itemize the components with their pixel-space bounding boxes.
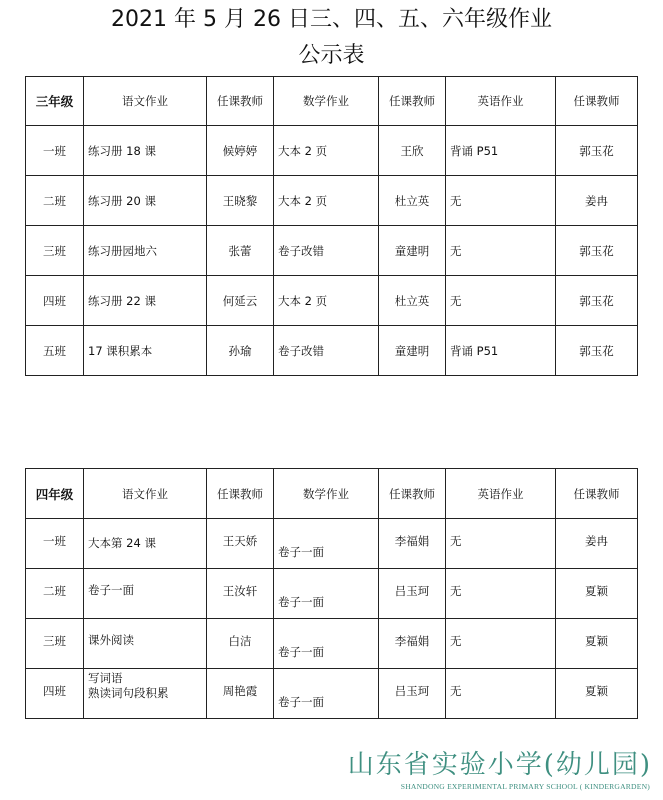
table-header-row [26,77,638,126]
chinese-homework-line2: 熟读词句段积累 [88,686,169,700]
english-teacher: 姜冉 [556,519,638,569]
school-logo-english: SHANDONG EXPERIMENTAL PRIMARY SCHOOL ( KINDERGARDEN) [400,782,650,791]
column-header-teacher: 任课教师 [379,77,446,126]
chinese-homework [84,619,207,669]
column-header-teacher: 任课教师 [207,469,274,519]
school-logo-chinese: 山东省实验小学(幼儿园) [347,750,652,780]
math-teacher: 杜立英 [379,176,446,226]
chinese-homework: 练习册 18 课 [84,126,207,176]
chinese-homework [84,669,207,719]
class-name: 四班 [26,276,84,326]
math-homework: 卷子改错 [274,226,379,276]
math-teacher: 杜立英 [379,276,446,326]
table-row [26,619,638,669]
chinese-teacher: 王晓黎 [207,176,274,226]
page-subtitle: 公示表 [298,43,365,68]
chinese-homework: 练习册 22 课 [84,276,207,326]
table-row [26,226,638,276]
chinese-teacher: 王汝轩 [207,569,274,619]
column-header-chinese-homework: 语文作业 [84,469,207,519]
table-row [26,519,638,569]
column-header-teacher: 任课教师 [207,77,274,126]
english-homework: 背诵 P51 [446,126,556,176]
english-teacher: 郭玉花 [556,126,638,176]
class-name: 五班 [26,326,84,376]
chinese-homework: 17 课积累本 [84,326,207,376]
chinese-teacher: 何延云 [207,276,274,326]
grade-label: 三年级 [26,77,84,126]
chinese-teacher: 白洁 [207,619,274,669]
english-homework: 背诵 P51 [446,326,556,376]
column-header-chinese-homework: 语文作业 [84,77,207,126]
math-homework: 卷子改错 [274,326,379,376]
chinese-homework-line1: 写词语 [88,671,123,685]
english-homework: 无 [446,176,556,226]
chinese-teacher: 候婷婷 [207,126,274,176]
table-row [26,276,638,326]
math-teacher: 童建明 [379,226,446,276]
chinese-teacher: 周艳霞 [207,669,274,719]
english-teacher: 夏颖 [556,619,638,669]
column-header-english-homework: 英语作业 [446,77,556,126]
grade3-homework-table [25,76,638,376]
chinese-homework-line1: 卷子一面 [88,583,134,597]
class-name: 二班 [26,176,84,226]
class-name: 四班 [26,669,84,719]
chinese-homework-line1: 课外阅读 [88,633,134,647]
table-row [26,569,638,619]
class-name: 三班 [26,619,84,669]
math-teacher: 李福娟 [379,519,446,569]
column-header-math-homework: 数学作业 [274,77,379,126]
table-header-row [26,469,638,519]
chinese-teacher: 孙瑜 [207,326,274,376]
english-homework: 无 [446,226,556,276]
math-homework: 大本 2 页 [274,176,379,226]
math-homework: 卷子一面 [274,619,379,669]
math-homework: 卷子一面 [274,519,379,569]
column-header-teacher: 任课教师 [379,469,446,519]
chinese-homework: 练习册 20 课 [84,176,207,226]
english-teacher: 郭玉花 [556,326,638,376]
math-homework: 大本 2 页 [274,276,379,326]
grade4-homework-table [25,468,638,719]
table-row [26,126,638,176]
english-homework: 无 [446,276,556,326]
chinese-homework-line1: 大本第 24 课 [88,536,156,550]
english-homework: 无 [446,519,556,569]
grade-label: 四年级 [26,469,84,519]
table-row [26,176,638,226]
chinese-homework [84,569,207,619]
chinese-teacher: 张蕾 [207,226,274,276]
english-teacher: 郭玉花 [556,226,638,276]
math-homework: 卷子一面 [274,669,379,719]
english-homework: 无 [446,669,556,719]
english-teacher: 郭玉花 [556,276,638,326]
math-teacher: 童建明 [379,326,446,376]
class-name: 一班 [26,519,84,569]
class-name: 三班 [26,226,84,276]
class-name: 二班 [26,569,84,619]
chinese-homework: 练习册园地六 [84,226,207,276]
english-teacher: 姜冉 [556,176,638,226]
school-logo [347,742,660,798]
page-title: 2021 年 5 月 26 日三、四、五、六年级作业 [111,7,552,32]
math-homework: 卷子一面 [274,569,379,619]
math-teacher: 吕玉珂 [379,569,446,619]
chinese-homework [84,519,207,569]
english-teacher: 夏颖 [556,569,638,619]
chinese-teacher: 王天娇 [207,519,274,569]
english-teacher: 夏颖 [556,669,638,719]
table-row [26,669,638,719]
math-teacher: 王欣 [379,126,446,176]
column-header-teacher: 任课教师 [556,469,638,519]
column-header-teacher: 任课教师 [556,77,638,126]
english-homework: 无 [446,569,556,619]
table-row [26,326,638,376]
column-header-math-homework: 数学作业 [274,469,379,519]
math-teacher: 李福娟 [379,619,446,669]
column-header-english-homework: 英语作业 [446,469,556,519]
math-homework: 大本 2 页 [274,126,379,176]
class-name: 一班 [26,126,84,176]
math-teacher: 吕玉珂 [379,669,446,719]
english-homework: 无 [446,619,556,669]
